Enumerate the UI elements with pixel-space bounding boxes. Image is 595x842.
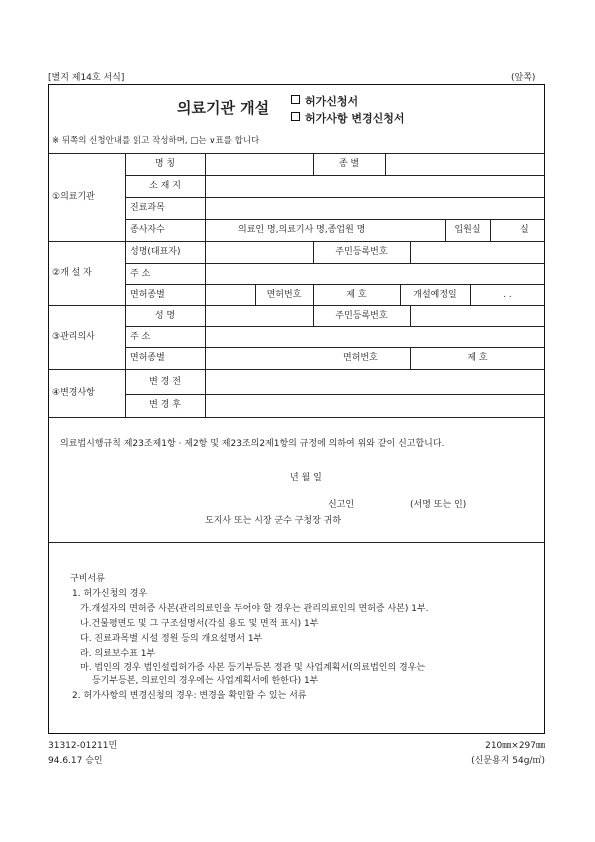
section-founder-label: ②개 설 자 xyxy=(52,268,92,278)
option-change-application[interactable]: 허가사항 변경신청서 xyxy=(291,110,404,126)
date-line[interactable]: 년 월 일 xyxy=(290,473,322,483)
institution-location-field[interactable] xyxy=(205,176,545,196)
applicant-label: 신고인 xyxy=(328,500,355,510)
footer-approval: 94.6.17 승인 xyxy=(48,756,103,766)
founder-name-field[interactable] xyxy=(205,242,313,262)
section-change-label: ④변경사항 xyxy=(52,388,95,398)
documents-item: 가.개설자의 면허증 사본(관리의료인을 두어야 할 경우는 관리의료인의 면허증 사본) 1부. xyxy=(80,604,429,614)
manager-license-no-field[interactable]: 제 호 xyxy=(467,353,488,363)
documents-item: 다. 진료과목별 시설 정원 등의 개요설명서 1부 xyxy=(80,634,263,644)
footer-code: 31312-01211민 xyxy=(48,741,118,751)
declaration-text: 의료법시행규칙 제23조제1항 · 제2항 및 제23조의2제1항의 규정에 의하여 위와 같이 신고합니다. xyxy=(60,439,445,449)
documents-item: 1. 허가신청의 경우 xyxy=(72,589,148,599)
signature-field[interactable]: (서명 또는 인) xyxy=(410,500,467,510)
change-before-field[interactable] xyxy=(205,372,545,392)
planned-date-label: 개설예정일 xyxy=(413,290,457,300)
documents-item: 마. 법인의 경우 법인설립허가증 사본 등기부등본 정관 및 사업계획서(의료법인의 경우는 xyxy=(80,663,426,673)
change-before-label: 변 경 전 xyxy=(149,377,181,387)
section-institution-label: ①의료기관 xyxy=(52,192,95,202)
departments-field[interactable] xyxy=(205,198,545,218)
founder-resident-no-field[interactable] xyxy=(410,242,545,262)
change-after-field[interactable] xyxy=(205,395,545,415)
checkbox-icon[interactable] xyxy=(291,95,300,104)
documents-title: 구비서류 xyxy=(70,574,105,584)
documents-item: 라. 의료보수표 1부 xyxy=(80,649,156,659)
checkbox-icon[interactable] xyxy=(291,112,300,121)
page-side: (앞쪽) xyxy=(511,73,536,83)
manager-address-field[interactable] xyxy=(205,327,545,347)
institution-type-field[interactable] xyxy=(385,154,545,174)
institution-name-field[interactable] xyxy=(205,154,313,174)
manager-name-field[interactable] xyxy=(205,306,313,326)
manager-license-no-label: 면허번호 xyxy=(343,353,378,363)
manager-resident-no-label: 주민등록번호 xyxy=(335,311,388,321)
founder-license-no-label: 면허번호 xyxy=(266,290,302,300)
section-manager-label: ③관리의사 xyxy=(52,332,95,342)
beds-label: 입원실 xyxy=(454,225,481,235)
form-title: 의료기관 개설 xyxy=(177,99,270,117)
institution-location-label: 소 재 지 xyxy=(149,181,181,191)
beds-unit: 실 xyxy=(520,225,529,235)
founder-address-field[interactable] xyxy=(205,264,545,284)
staff-counts-field[interactable]: 의료인 명,의료기사 명,종업원 명 xyxy=(238,225,366,235)
change-after-label: 변 경 후 xyxy=(149,400,181,410)
documents-item: 등기부등본, 의료인의 경우에는 사업계획서에 한한다) 1부 xyxy=(92,676,319,686)
recipient-line: 도지사 또는 시장 군수 구청장 귀하 xyxy=(205,516,342,526)
institution-type-label: 종 별 xyxy=(338,159,360,169)
planned-date-field[interactable]: . . xyxy=(503,290,512,300)
manager-license-type-label: 면허종별 xyxy=(130,353,165,363)
documents-item: 나.건물평면도 및 그 구조설명서(각실 용도 및 면적 표시) 1부 xyxy=(80,619,319,629)
institution-name-label: 명 칭 xyxy=(154,159,176,169)
instruction-note: ※ 뒤쪽의 신청안내를 읽고 작성하며, □는 ∨표를 합니다 xyxy=(52,136,260,146)
manager-name-label: 성 명 xyxy=(154,311,176,321)
manager-license-type-field[interactable] xyxy=(205,348,340,368)
documents-item: 2. 허가사항의 변경신청의 경우: 변경을 확인할 수 있는 서류 xyxy=(72,691,307,701)
footer-paper: (신문용지 54g/㎡) xyxy=(471,756,545,766)
founder-name-label: 성명(대표자) xyxy=(130,247,181,257)
footer-size: 210㎜×297㎜ xyxy=(485,741,545,751)
staff-label: 종사자수 xyxy=(130,225,165,235)
option-permit-application[interactable]: 허가신청서 xyxy=(291,93,358,109)
form-number: [별지 제14호 서식] xyxy=(48,73,125,83)
manager-resident-no-field[interactable] xyxy=(410,306,545,326)
founder-address-label: 주 소 xyxy=(130,269,151,279)
founder-resident-no-label: 주민등록번호 xyxy=(335,247,388,257)
founder-license-type-field[interactable] xyxy=(205,285,255,305)
founder-license-type-label: 면허종별 xyxy=(130,290,165,300)
manager-address-label: 주 소 xyxy=(130,332,151,342)
departments-label: 진료과목 xyxy=(130,203,165,213)
founder-license-no-field[interactable]: 제 호 xyxy=(346,290,367,300)
